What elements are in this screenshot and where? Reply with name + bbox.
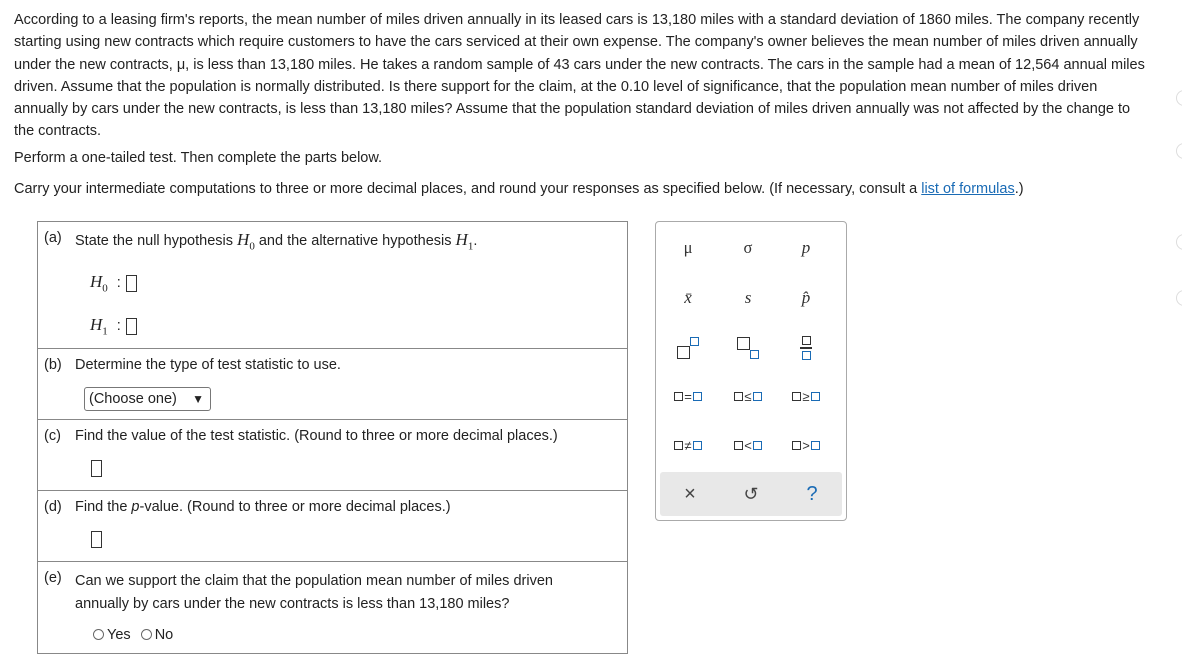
fraction-icon xyxy=(800,336,812,359)
subscript-button[interactable] xyxy=(718,328,778,368)
dropdown-arrow-icon: ▼ xyxy=(192,392,204,406)
h1-label: $H_1$ xyxy=(90,315,108,338)
side-circle-icon xyxy=(1176,90,1182,106)
part-a-text-prefix: State the null hypothesis xyxy=(75,233,233,249)
palette-footer xyxy=(660,472,842,516)
part-c-text: Find the value of the test statistic. (Round to three or more decimal places.) xyxy=(75,428,558,444)
h0-symbol: $H_0$ xyxy=(237,230,255,253)
carry-text: Carry your intermediate computations to three or more decimal places, and round your responses as specified below. (If necessary, consult a xyxy=(14,181,922,197)
formulas-link[interactable]: list of formulas xyxy=(921,181,1015,197)
part-c xyxy=(38,420,627,491)
problem-statement xyxy=(14,9,1154,143)
sigma-button[interactable]: σ xyxy=(743,238,753,257)
x-bar-button[interactable]: x̄ xyxy=(684,288,692,307)
part-a xyxy=(38,222,627,349)
not-equal-button[interactable]: ≠ xyxy=(658,425,718,465)
problem-text: According to a leasing firm's reports, the mean number of miles driven annually in its leased cars is 13,180 miles with a standard deviation of 1860 miles. The company recently starting using new contracts which require customers to have the cars serviced at their own expense. The company's owner believes the mean number of miles driven annually under the new contracts, μ, is less than 13,180 miles. He takes a random sample of 43 cars under the new contracts. The cars in the sample had a mean of 12,564 annual miles driven. Assume that the population is normally distributed. Is there support for the claim, at the 0.10 level of significance, that the population mean number of miles driven annually by cars under the new contracts, is less than 13,180 miles? Assume that the population standard deviation of miles driven annually was not affected by the change to the contracts. xyxy=(14,12,1145,140)
carry-instruction xyxy=(14,181,1024,197)
equals-button[interactable]: = xyxy=(658,376,718,416)
part-e-letter: (e) xyxy=(44,570,62,586)
part-d-letter: (d) xyxy=(44,499,62,515)
part-e xyxy=(38,562,627,655)
h1-symbol: $H_1$ xyxy=(455,230,474,253)
side-circle-icon xyxy=(1176,234,1182,250)
p-button[interactable]: p xyxy=(801,238,811,257)
perform-instruction: Perform a one-tailed test. Then complete the parts below. xyxy=(14,150,383,166)
h0-row: $H_0$ : xyxy=(90,272,137,294)
carry-suffix: .) xyxy=(1014,181,1024,197)
test-statistic-select[interactable] xyxy=(84,387,211,411)
part-e-text: Can we support the claim that the population mean number of miles driven annually by cars under the new contracts is less than 13,180 miles? xyxy=(75,573,553,612)
part-a-text: State the null hypothesis $H_0$ and the alternative hypothesis $H_1$. xyxy=(75,230,478,253)
side-circle-icon xyxy=(1176,143,1182,159)
part-b-text: Determine the type of test statistic to use. xyxy=(75,357,341,373)
less-than-button[interactable]: < xyxy=(718,425,778,465)
help-icon[interactable]: ? xyxy=(806,482,818,505)
symbol-palette xyxy=(655,221,847,521)
superscript-icon xyxy=(677,337,699,359)
part-b-letter: (b) xyxy=(44,357,62,373)
part-b xyxy=(38,349,627,420)
h1-input[interactable] xyxy=(126,318,137,335)
side-circle-icon xyxy=(1176,290,1182,306)
h0-label: $H_0$ xyxy=(90,272,108,295)
part-a-letter: (a) xyxy=(44,230,62,246)
greater-equal-button[interactable]: ≥ xyxy=(776,376,836,416)
yes-radio[interactable]: Yes xyxy=(93,627,131,643)
mu-button[interactable]: μ xyxy=(683,238,693,257)
greater-than-button[interactable]: > xyxy=(776,425,836,465)
select-value: (Choose one) xyxy=(89,391,177,407)
part-d-text: Find the p-value. (Round to three or more decimal places.) xyxy=(75,499,451,515)
h1-row: $H_1$ : xyxy=(90,315,137,337)
p-hat-button[interactable]: p̂ xyxy=(801,288,811,307)
part-a-text-mid: and the alternative hypothesis xyxy=(258,233,452,249)
part-c-letter: (c) xyxy=(44,428,61,444)
answer-table xyxy=(37,221,628,654)
undo-icon[interactable]: ↺ xyxy=(743,483,759,504)
clear-icon[interactable]: × xyxy=(684,482,696,505)
support-options xyxy=(93,627,173,643)
subscript-icon xyxy=(737,337,759,359)
p-value-input[interactable] xyxy=(91,531,102,548)
less-equal-button[interactable]: ≤ xyxy=(718,376,778,416)
part-d xyxy=(38,491,627,562)
no-radio[interactable]: No xyxy=(141,627,174,643)
h0-input[interactable] xyxy=(126,275,137,292)
s-button[interactable]: s xyxy=(744,288,752,307)
superscript-button[interactable] xyxy=(658,328,718,368)
fraction-button[interactable] xyxy=(776,328,836,368)
test-statistic-input[interactable] xyxy=(91,460,102,477)
